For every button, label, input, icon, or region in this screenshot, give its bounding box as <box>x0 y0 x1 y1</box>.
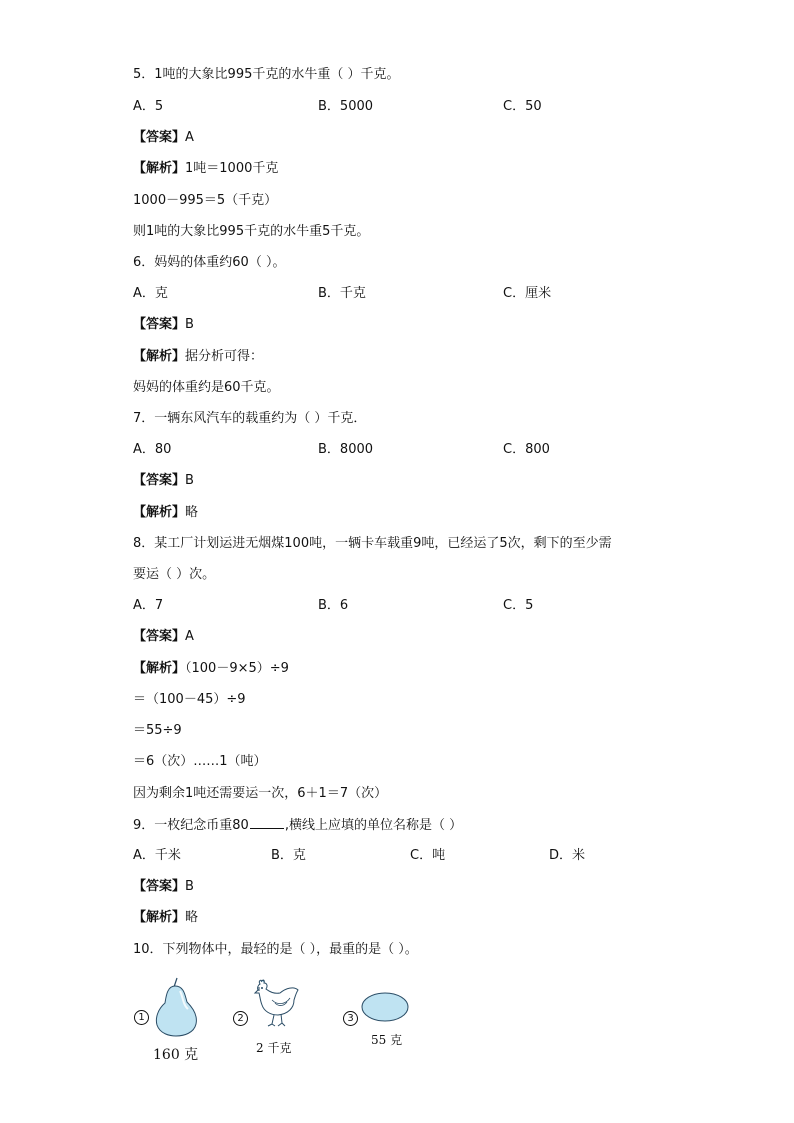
q7-stem: 7．一辆东风汽车的载重约为（ ）千克． <box>133 411 367 426</box>
q5-option-c: C．50 <box>503 99 542 114</box>
analysis-text: 略 <box>185 910 199 925</box>
answer-tag: 【答案】 <box>133 629 186 644</box>
q6-option-c: C．厘米 <box>503 286 552 301</box>
q5-analysis-line: 1000－995＝5（千克） <box>133 193 278 208</box>
item-caption-1: 160 克 <box>153 1047 199 1063</box>
analysis-text: 据分析可得： <box>185 349 264 364</box>
q9-stem <box>133 816 462 835</box>
answer-value: B <box>185 317 194 332</box>
q5-option-a: A．5 <box>133 99 164 114</box>
answer-tag: 【答案】 <box>133 879 186 894</box>
q7-option-a: A．80 <box>133 442 172 457</box>
q8-stem: 8．某工厂计划运进无烟煤100吨，一辆卡车载重9吨，已经运了5次，剩下的至少需 <box>133 536 612 551</box>
answer-value: A <box>185 130 194 145</box>
q6-analysis <box>133 348 263 366</box>
q9-answer <box>133 878 194 896</box>
answer-value: B <box>185 879 194 894</box>
q5-stem: 5．1吨的大象比995千克的水牛重（ ）千克。 <box>133 67 400 82</box>
analysis-text: 略 <box>185 505 199 520</box>
analysis-tag: 【解析】 <box>133 661 186 676</box>
item-caption-2: 2 千克 <box>256 1041 292 1055</box>
q6-option-b: B．千克 <box>318 286 366 301</box>
analysis-tag: 【解析】 <box>133 161 186 176</box>
q5-option-b: B．5000 <box>318 99 374 114</box>
q9-analysis <box>133 909 198 927</box>
q10-stem: 10．下列物体中，最轻的是（ ），最重的是（ ）。 <box>133 942 418 957</box>
answer-tag: 【答案】 <box>133 317 186 332</box>
q9-option-b: B．克 <box>271 848 306 863</box>
q5-analysis-line: 则1吨的大象比995千克的水牛重5千克。 <box>133 224 370 239</box>
q7-answer <box>133 472 194 490</box>
answer-value: B <box>185 473 194 488</box>
q8-answer <box>133 628 194 646</box>
q9-option-c: C．吨 <box>410 848 446 863</box>
item-number-3: 3 <box>343 1011 358 1026</box>
q6-answer <box>133 316 194 334</box>
answer-value: A <box>185 629 194 644</box>
q8-option-c: C．5 <box>503 598 534 613</box>
q9-option-a: A．千米 <box>133 848 181 863</box>
item-caption-3: 55 克 <box>371 1033 403 1047</box>
q8-analysis-line: ＝55÷9 <box>133 723 182 738</box>
analysis-text: （100－9×5）÷9 <box>185 661 289 676</box>
q9-stem-start: 9．一枚纪念币重80 <box>133 818 249 833</box>
hen-icon <box>250 978 302 1028</box>
q8-analysis-line: ＝（100－45）÷9 <box>133 692 246 707</box>
q8-analysis-line: ＝6（次）……1（吨） <box>133 754 267 769</box>
answer-blank <box>250 816 284 829</box>
answer-tag: 【答案】 <box>133 130 186 145</box>
q7-option-c: C．800 <box>503 442 550 457</box>
q8-analysis <box>133 660 289 678</box>
q9-option-d: D．米 <box>549 848 586 863</box>
analysis-tag: 【解析】 <box>133 910 186 925</box>
pear-icon <box>150 975 202 1037</box>
item-number-1: 1 <box>134 1010 149 1025</box>
q7-analysis <box>133 504 198 522</box>
egg-icon <box>359 991 411 1023</box>
q5-answer <box>133 129 194 147</box>
q9-stem-end: ,横线上应填的单位名称是（ ） <box>284 818 463 833</box>
analysis-tag: 【解析】 <box>133 505 186 520</box>
analysis-text: 1吨＝1000千克 <box>185 161 279 176</box>
item-number-2: 2 <box>233 1011 248 1026</box>
q8-stem-cont: 要运（ ）次。 <box>133 567 216 582</box>
answer-tag: 【答案】 <box>133 473 186 488</box>
q6-option-a: A．克 <box>133 286 168 301</box>
analysis-tag: 【解析】 <box>133 349 186 364</box>
q6-analysis-line: 妈妈的体重约是60千克。 <box>133 380 280 395</box>
q7-option-b: B．8000 <box>318 442 374 457</box>
q5-analysis <box>133 160 278 178</box>
q8-option-b: B．6 <box>318 598 349 613</box>
q8-analysis-line: 因为剩余1吨还需要运一次，6＋1＝7（次） <box>133 786 388 801</box>
q8-option-a: A．7 <box>133 598 164 613</box>
q6-stem: 6．妈妈的体重约60（ ）。 <box>133 255 286 270</box>
